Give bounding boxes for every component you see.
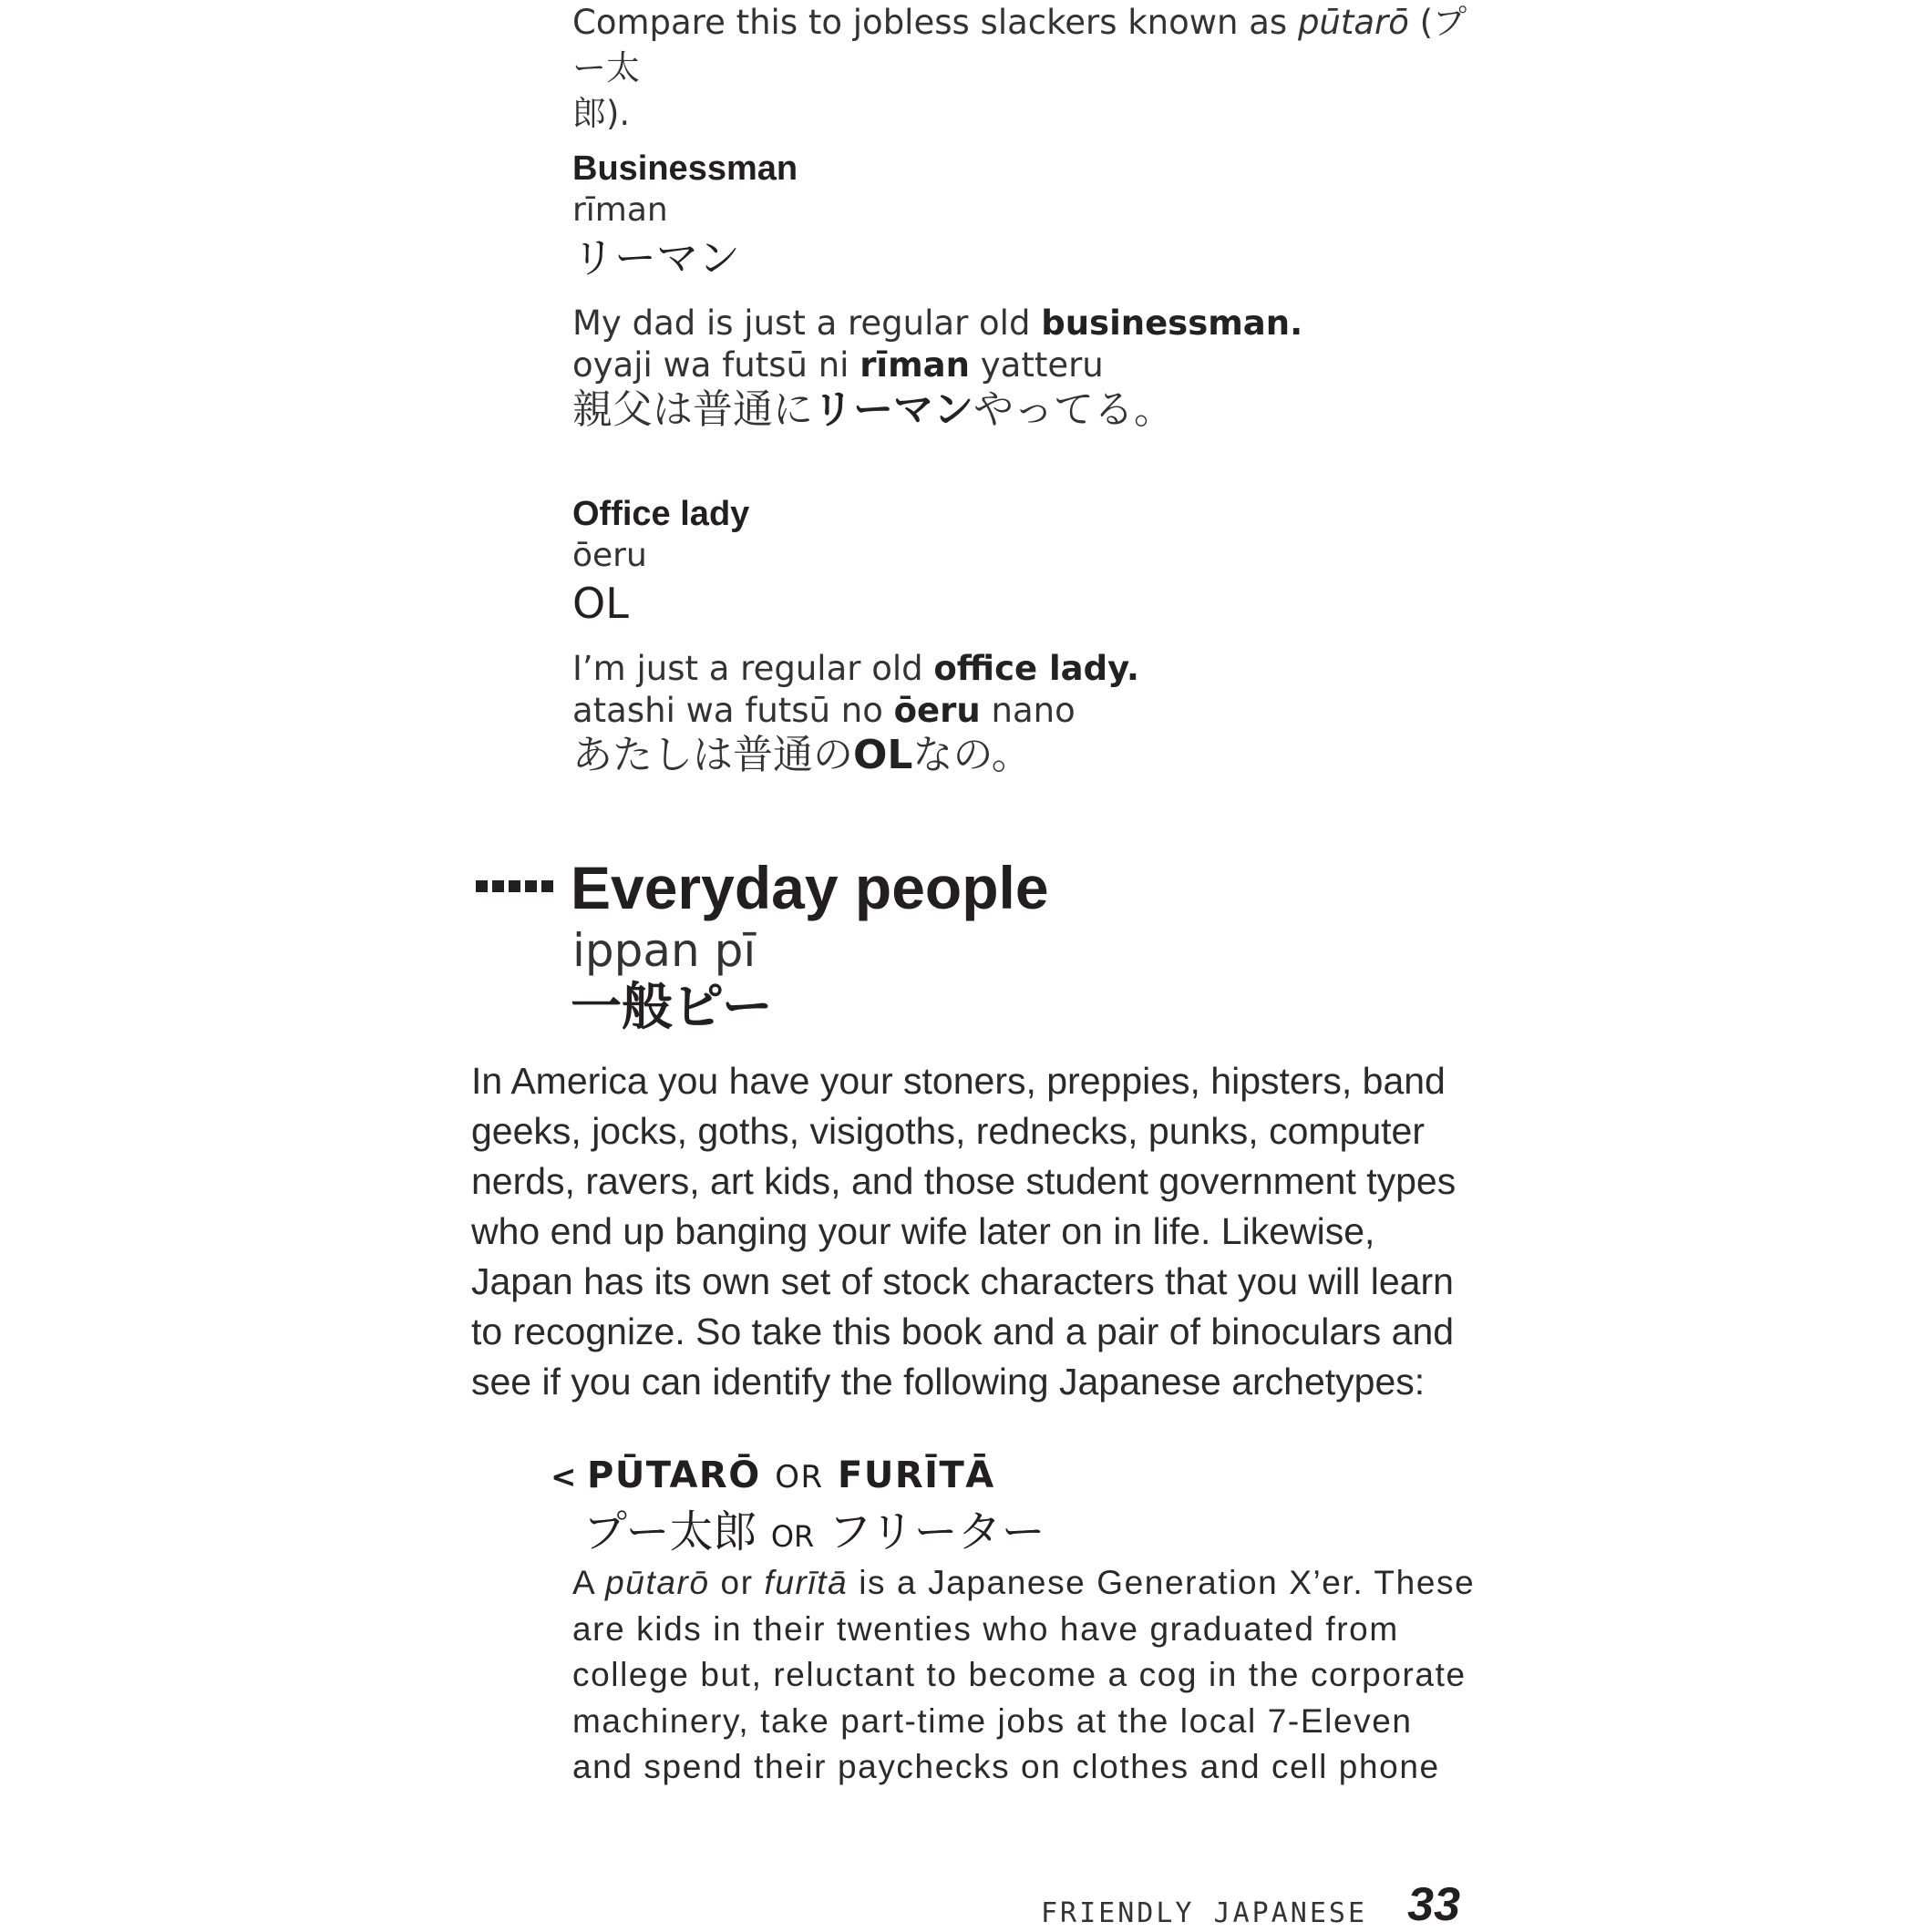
intro-romaji: pūtarō [1297,3,1409,42]
entry-office-lady [572,493,1484,779]
example-romaji [572,690,1484,732]
example-japanese-post: やってる。 [973,386,1174,433]
description-line: machinery, take part-time jobs at the local 7-Eleven [572,1701,1413,1740]
example-japanese-bold: リーマン [813,386,973,433]
entry-kana: リーマン [572,233,740,283]
entry-businessman [572,148,1484,434]
intro-line2: 郎). [572,94,631,133]
example-romaji-text: oyaji wa futsū ni [572,345,860,385]
section-title: Everyday people [571,854,1049,921]
example-romaji-text: atashi wa futsū no [572,691,894,730]
description-line [572,1560,1476,1607]
example-romaji [572,344,1484,386]
section-kana: 一般ピー [571,978,773,1037]
archetype-description [572,1560,1476,1791]
example-japanese [572,732,1484,779]
archetype-kana-a: プー太郎 [583,1506,757,1557]
example-romaji-bold: ōeru [893,691,981,730]
description-line: are kids in their twenties who have graduated from [572,1609,1399,1648]
paragraph-line: Japan has its own set of stock characters that you will learn [471,1260,1454,1302]
example-japanese [572,386,1484,434]
archetype-title-or: OR [775,1459,824,1495]
paragraph-line: see if you can identify the following Japanese archetypes: [471,1361,1426,1403]
description-line: college but, reluctant to become a cog in the corporate [572,1656,1467,1693]
description-line: and spend their paychecks on clothes and cell phone [572,1748,1440,1785]
intro-prefix: Compare this to jobless slackers known as [572,3,1298,42]
paragraph-line: In America you have your stoners, preppies, hipsters, band [471,1060,1446,1102]
example-english-text: I’m just a regular old [572,649,934,688]
example-romaji-post: nano [980,691,1076,730]
page-number: 33 [1407,1878,1460,1931]
entry-term: Office lady [572,495,750,533]
archetype-kana [583,1506,1045,1563]
archetype-heading [551,1453,995,1500]
archetype-marker: < [551,1459,578,1495]
entry-romaji: ōeru [572,537,647,574]
section-paragraph [471,1056,1468,1407]
example-english-text: My dad is just a regular old [572,303,1042,343]
archetype-kana-b: フリーター [828,1506,1045,1557]
example-japanese-bold: OL [853,732,913,778]
entry-term: Businessman [572,149,798,188]
archetype-title-b: FURĪTĀ [838,1454,995,1496]
footer-book-name: FRIENDLY JAPANESE [1040,1897,1367,1929]
paragraph-line: geeks, jocks, goths, visigoths, rednecks, punks, computer [471,1110,1426,1152]
example-english [572,648,1484,690]
intro-suffix: (プー太 [572,3,1467,87]
example-japanese-text: 親父は普通に [572,386,813,433]
entry-kana: OL [572,579,629,628]
archetype-kana-or: OR [770,1519,815,1554]
section-dots-marker [476,880,553,892]
example-romaji-bold: rīman [860,345,970,385]
description-text: or [709,1564,765,1601]
description-text: A [572,1564,606,1601]
archetype-title-a: PŪTARŌ [587,1454,761,1496]
paragraph-line: nerds, ravers, art kids, and those student government types [471,1160,1457,1202]
paragraph-line: to recognize. So take this book and a pair of binoculars and [471,1310,1455,1352]
description-term: pūtarō [605,1564,710,1601]
section-romaji: ippan pī [572,924,757,977]
example-english [572,303,1484,344]
intro-text [572,0,1484,137]
description-text: is a Japanese Generation X’er. These [848,1564,1476,1601]
example-japanese-post: なの。 [912,732,1032,778]
description-term: furītā [764,1564,849,1601]
example-english-bold: businessman. [1041,303,1303,343]
example-english-bold: office lady. [933,649,1139,688]
example-romaji-post: yatteru [969,345,1104,385]
example-japanese-text: あたしは普通の [572,732,853,778]
paragraph-line: who end up banging your wife later on in life. Likewise, [471,1210,1375,1252]
entry-romaji: rīman [572,191,668,229]
